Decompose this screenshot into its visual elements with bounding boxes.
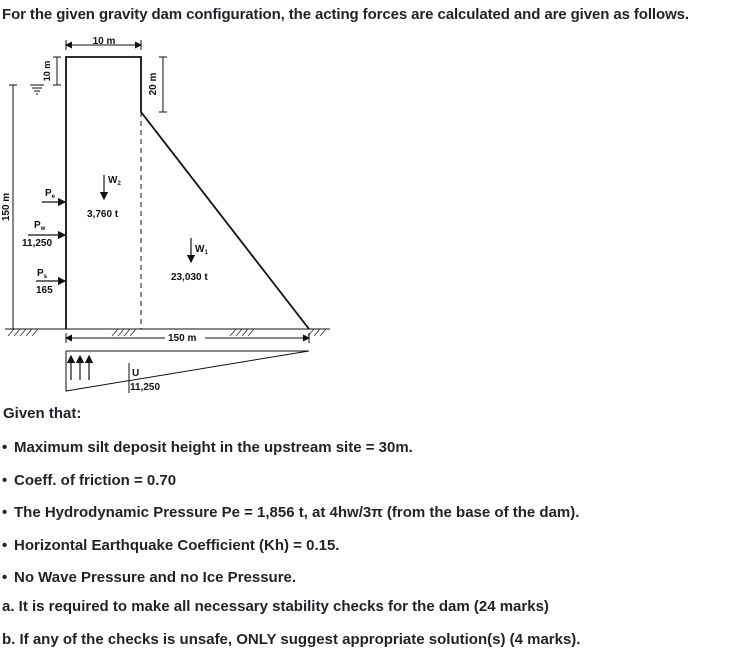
ps-label: $P_s$: [37, 268, 48, 280]
dam-diagram: [0, 36, 333, 398]
intro-text: For the given gravity dam configuration, the acting forces are calculated and are given as follows.: [2, 6, 689, 23]
uplift-diagram: [66, 351, 309, 391]
given-heading: Given that:: [3, 405, 82, 422]
condition-item: • The Hydrodynamic Pressure Pe = 1,856 t, at 4hw/3π (from the base of the dam).: [2, 504, 580, 521]
question-b: b. If any of the checks is unsafe, ONLY suggest appropriate solution(s) (4 marks).: [2, 631, 581, 648]
condition-item: • Maximum silt deposit height in the upstream site = 30m.: [2, 439, 413, 456]
height-label: 150 m: [1, 192, 12, 222]
uplift-label: U: [132, 368, 140, 379]
condition-item: • Horizontal Earthquake Coefficient (Kh) = 0.15.: [2, 536, 340, 554]
dam-outline: [66, 57, 309, 329]
uplift-arrows: [71, 356, 89, 380]
pw-label: $P_w$: [34, 220, 46, 232]
conditions-list: [2, 438, 579, 601]
w2-value: 3,760 t: [87, 209, 119, 220]
condition-item: • No Wave Pressure and no Ice Pressure.: [2, 569, 297, 586]
top-width-label: 10 m: [92, 36, 116, 47]
pw-value: 11,250: [22, 238, 53, 249]
uplift-value: 11,250: [130, 382, 161, 393]
dam-figure: [0, 36, 333, 398]
freeboard-label: 10 m: [42, 60, 52, 82]
vertical-face-label: 20 m: [148, 72, 159, 96]
w1-label: $W_1$: [195, 244, 208, 256]
water-level-symbol: [30, 85, 44, 94]
ps-value: 165: [36, 285, 53, 296]
base-label: 150 m: [168, 333, 197, 344]
w1-value: 23,030 t: [171, 272, 208, 283]
w2-label: $W_2$: [108, 175, 121, 187]
condition-item: • Coeff. of friction = 0.70: [2, 471, 177, 489]
pe-label: $P_e$: [45, 188, 56, 200]
question-a: a. It is required to make all necessary stability checks for the dam (24 marks): [2, 598, 549, 615]
